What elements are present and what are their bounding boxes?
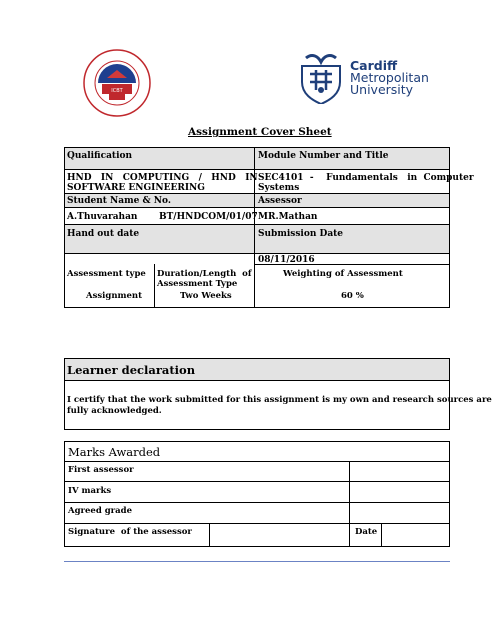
cardiff-line-3: University [350,82,414,97]
module-label: Module Number and Title [258,151,389,161]
handout-label: Hand out date [67,229,140,239]
svg-text:ICBT: ICBT [111,88,123,94]
cardiff-wordmark [350,60,429,96]
date-label: Date [355,527,378,537]
student-number: BT/HNDCOM/01/07 [159,212,258,222]
weighting-value: 60 % [341,291,364,301]
student-label: Student Name & No. [67,196,171,206]
marks-awarded-title: Marks Awarded [68,445,161,459]
submission-date: 08/11/2016 [258,255,315,265]
cover-table-border [64,147,450,308]
agreed-grade-label: Agreed grade [68,506,133,516]
declaration-text-line-1: I certify that the work submitted for this assignment is my own and research sources are [67,395,492,405]
first-assessor-label: First assessor [68,465,134,475]
duration-label-line-2: Assessment Type [157,279,238,289]
page-title: Assignment Cover Sheet [188,126,332,138]
duration-value: Two Weeks [180,291,232,301]
weighting-label: Weighting of Assessment [283,269,403,279]
module-value-line-2: Systems [258,183,300,193]
student-name: A.Thuvarahan [67,212,138,222]
iv-marks-label: IV marks [68,486,112,496]
declaration-text-line-2: fully acknowledged. [67,406,162,416]
duration-label-line-1: Duration/Length of [157,269,252,279]
qualification-label: Qualification [67,151,133,161]
assessor-label: Assessor [258,196,302,206]
icbt-logo [82,48,152,118]
submission-label: Submission Date [258,229,344,239]
module-value-line-1: SEC4101 - Fundamentals in Computer [258,173,474,183]
footer-divider [64,561,450,562]
cardiff-line-2: Metropolitan [350,70,429,85]
assessment-type-label: Assessment type [67,269,146,279]
assessor-name: MR.Mathan [258,212,318,222]
cardiff-line-1: Cardiff [350,58,398,73]
qualification-value-line-2: SOFTWARE ENGINEERING [67,183,205,193]
assessment-type-value: Assignment [86,291,143,301]
qualification-value-line-1: HND IN COMPUTING / HND IN [67,173,258,183]
learner-declaration-title: Learner declaration [67,363,196,377]
signature-label: Signature of the assessor [68,527,192,537]
cardiff-crest-logo [296,52,346,104]
